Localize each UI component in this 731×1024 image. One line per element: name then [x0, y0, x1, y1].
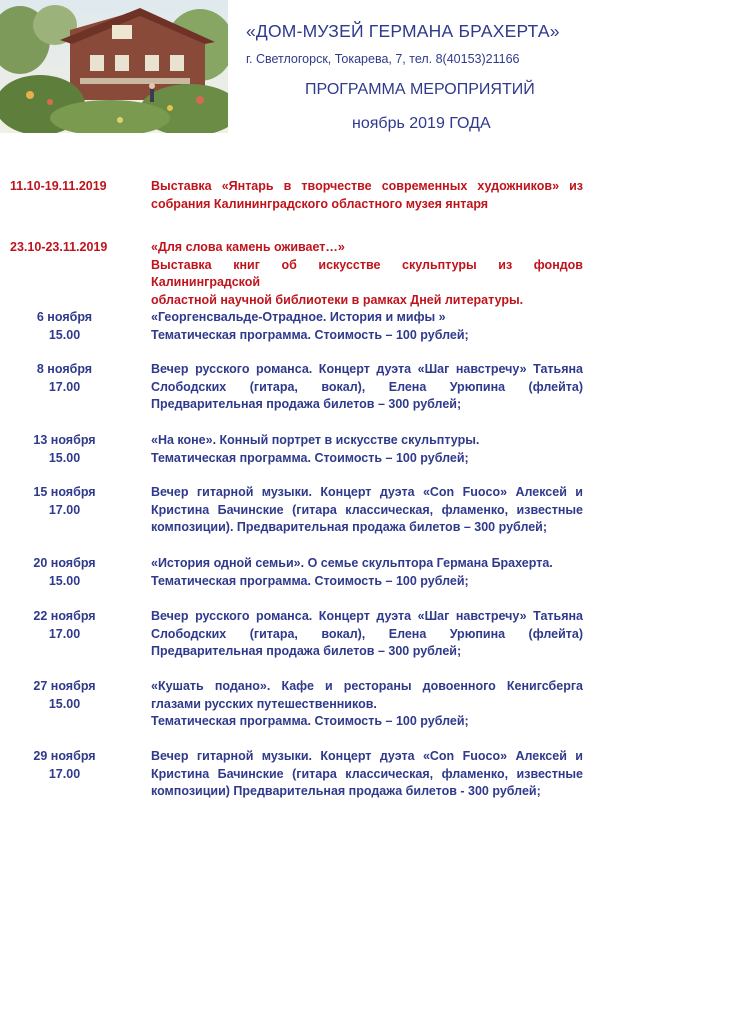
event-date: 27 ноября — [33, 679, 96, 693]
event-time: 17.00 — [48, 766, 81, 781]
event-date: 8 ноября — [36, 362, 93, 376]
museum-address: г. Светлогорск, Токарева, 7, тел. 8(40153)21166 — [246, 52, 520, 66]
event-line: «Для слова камень оживает…» — [151, 240, 345, 254]
event-line: «Кушать подано». Кафе и рестораны довоенного Кенигсберга — [151, 679, 583, 693]
event-item — [0, 309, 731, 361]
event-item — [0, 678, 731, 748]
museum-title: «ДОМ-МУЗЕЙ ГЕРМАНА БРАХЕРТА» — [246, 21, 560, 41]
event-line: композиции) Предварительная продажа билетов - 300 рублей; — [151, 784, 541, 798]
event-time: 15.00 — [48, 696, 81, 711]
event-line: «История одной семьи». О семье скульптора Германа Брахерта. — [151, 556, 553, 570]
event-time: 15.00 — [48, 327, 81, 342]
event-time: 17.00 — [48, 502, 81, 517]
event-line: собрания Калининградского областного музея янтаря — [151, 196, 489, 211]
event-item — [0, 484, 731, 555]
event-line: Тематическая программа. Стоимость – 100 рублей; — [151, 327, 469, 342]
museum-house-painting — [0, 0, 228, 133]
event-date: 22 ноября — [33, 609, 96, 623]
event-item — [0, 178, 731, 239]
event-line: Вечер гитарной музыки. Концерт дуэта «Con Fuoco» Алексей и — [151, 485, 583, 499]
event-line: композиции). Предварительная продажа билетов – 300 рублей; — [151, 520, 548, 534]
event-date: 20 ноября — [33, 556, 96, 570]
event-time: 15.00 — [48, 573, 81, 588]
event-line: Вечер русского романса. Концерт дуэта «Шаг навстречу» Татьяна — [151, 609, 583, 623]
event-line: Вечер русского романса. Концерт дуэта «Шаг навстречу» Татьяна — [151, 362, 583, 376]
event-time: 17.00 — [48, 379, 81, 394]
event-date: 6 ноября — [36, 310, 93, 324]
event-line: «Георгенсвальде-Отрадное. История и мифы » — [151, 310, 446, 324]
event-line: глазами русских путешественников. — [151, 696, 377, 711]
event-line: Предварительная продажа билетов – 300 рублей; — [151, 397, 462, 411]
event-line: Слободских (гитара, вокал), Елена Урюпина (флейта) — [151, 379, 583, 394]
event-date: 11.10-19.11.2019 — [10, 179, 107, 193]
event-line: Вечер гитарной музыки. Концерт дуэта «Con Fuoco» Алексей и — [151, 749, 583, 763]
event-line: «На коне». Конный портрет в искусстве скульптуры. — [151, 433, 480, 447]
event-line: Предварительная продажа билетов – 300 рублей; — [151, 644, 462, 658]
program-month: ноябрь 2019 ГОДА — [352, 115, 491, 132]
event-item — [0, 748, 731, 818]
event-date: 15 ноября — [33, 485, 96, 499]
event-time: 15.00 — [48, 450, 81, 465]
event-item — [0, 555, 731, 608]
event-line: Выставка «Янтарь в творчестве современных художников» из — [151, 179, 583, 193]
event-date: 23.10-23.11.2019 — [10, 240, 108, 254]
event-line: областной научной библиотеки в рамках Дней литературы. — [151, 292, 524, 307]
event-item — [0, 432, 731, 484]
event-time: 17.00 — [48, 626, 81, 641]
event-item — [0, 608, 731, 678]
event-line: Тематическая программа. Стоимость – 100 рублей; — [151, 450, 469, 465]
event-line: Тематическая программа. Стоимость – 100 рублей; — [151, 714, 469, 728]
event-line: Кристина Бачинские (гитара классическая, фламенко, известные — [151, 766, 583, 781]
event-date: 13 ноября — [33, 433, 96, 447]
event-line: Тематическая программа. Стоимость – 100 рублей; — [151, 573, 469, 588]
event-item — [0, 239, 731, 309]
event-list — [0, 178, 731, 818]
event-line: Кристина Бачинские (гитара классическая, фламенко, известные — [151, 502, 583, 517]
program-title: ПРОГРАММА МЕРОПРИЯТИЙ — [305, 81, 535, 98]
event-item — [0, 361, 731, 432]
event-line: Слободских (гитара, вокал), Елена Урюпина (флейта) — [151, 626, 583, 641]
event-date: 29 ноября — [33, 749, 96, 763]
event-line: Выставка книг об искусстве скульптуры из фондов Калининградской — [151, 257, 583, 289]
